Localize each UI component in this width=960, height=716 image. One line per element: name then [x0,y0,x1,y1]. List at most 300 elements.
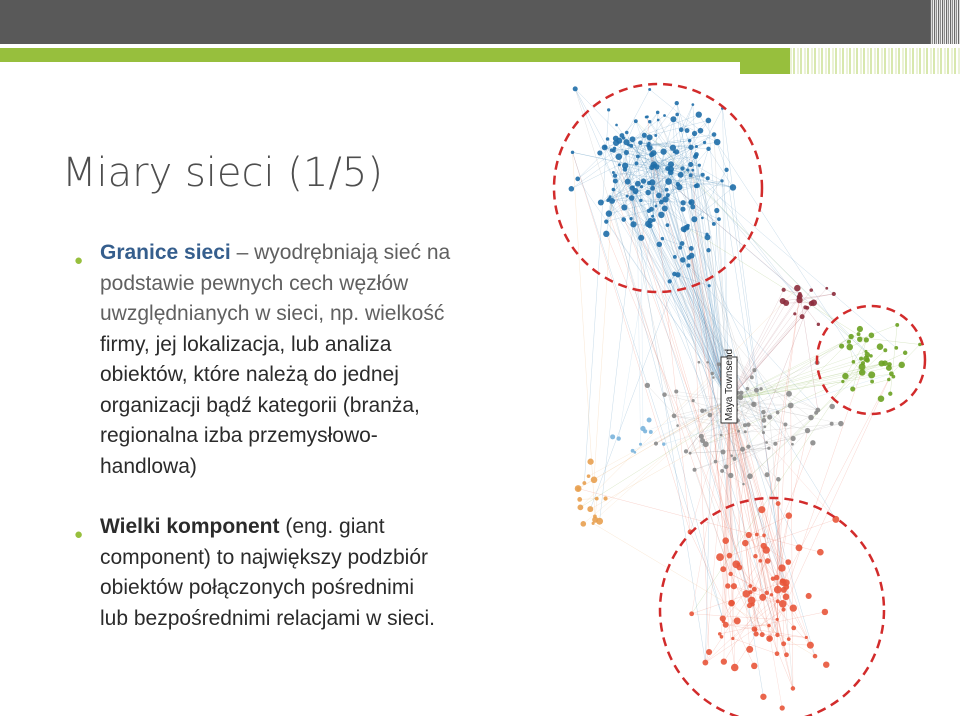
network-node [794,285,800,291]
network-node [762,534,766,538]
network-edge [636,121,868,354]
network-node [887,378,891,382]
network-node [651,215,654,218]
accent-stripes [790,48,960,74]
network-node [751,402,756,407]
network-node [748,584,752,588]
network-node [895,323,899,327]
network-node [592,522,595,525]
network-node [770,593,773,596]
network-node [882,360,888,366]
network-node [612,171,615,174]
bullet-granice-sieci [72,238,542,482]
network-node [629,144,633,148]
network-node [629,195,635,201]
network-node [720,635,724,639]
term-granice-sieci: Granice sieci [100,241,231,264]
network-node [613,174,617,178]
network-node [730,454,733,457]
network-node [721,449,726,454]
network-node [708,413,713,418]
network-node [641,178,646,183]
network-node [780,705,785,710]
network-node [651,150,657,156]
network-node [787,637,791,641]
network-node [612,188,616,192]
network-node [597,150,602,155]
network-node [689,452,692,455]
network-edge [583,400,729,524]
network-node [624,150,629,155]
network-node [868,371,875,378]
network-node [706,248,710,252]
bullet-line: regionalna izba przemysłowo- [100,424,378,447]
network-node [615,124,618,127]
network-edge [800,294,818,410]
network-node [864,337,869,342]
network-node [615,153,622,160]
network-node [750,375,754,379]
network-node [663,114,666,117]
network-edge [766,294,800,550]
network-node [762,418,767,423]
network-node [899,362,905,368]
network-node [662,442,665,445]
network-node [640,185,643,188]
network-node [847,340,851,344]
bullet-line: organizacji bądź kategorii (branża, [100,393,420,417]
network-node [797,295,801,299]
node-label: Maya Townsend [724,348,735,421]
network-node [661,237,664,240]
network-node [706,649,712,655]
network-node [763,546,770,553]
network-node [703,141,706,144]
network-node [774,586,782,594]
network-node [760,632,765,637]
bullet-wielki-komponent [72,512,542,634]
network-node [786,512,793,519]
network-node [686,169,689,172]
network-node [814,411,818,415]
network-node [842,373,848,379]
network-node [746,532,752,538]
network-node [705,233,708,236]
network-node [686,263,690,267]
bullet-line: uwzględnianych w sieci, np. wielkość [100,302,445,325]
network-node [781,608,785,612]
bullet-line: component) to największy podzbiór [100,545,429,569]
top-bar [0,0,930,44]
network-edge [770,417,793,688]
network-node [722,537,729,544]
network-node [763,425,766,428]
network-node [733,457,737,461]
network-node [622,136,625,139]
network-node [684,225,690,231]
network-node [724,168,728,172]
network-node [647,134,653,140]
network-node [708,284,711,287]
network-node [779,579,786,586]
network-node [710,372,714,376]
network-node [621,204,627,210]
network-node [747,603,752,608]
network-node [806,593,812,599]
network-node [695,183,700,188]
network-node [894,346,898,350]
network-node [848,334,853,339]
network-node [676,424,679,427]
network-node [587,506,593,512]
network-node [685,128,690,133]
network-node [825,287,828,290]
network-node [657,242,663,248]
network-edge [594,201,612,480]
network-node [776,501,781,506]
network-node [724,464,729,469]
network-node [691,103,694,106]
network-node [859,357,863,361]
network-edge [805,307,818,324]
network-node [680,166,684,170]
network-node [672,414,677,419]
network-node [603,231,609,237]
network-node [730,184,737,191]
network-node [680,207,685,212]
network-node [732,560,740,568]
network-node [656,111,660,115]
network-node [650,186,655,191]
network-node [635,181,641,187]
network-node [832,292,836,296]
network-node [700,438,705,443]
network-node [654,441,658,445]
network-node [642,133,647,138]
bullet-dot-icon: ● [74,526,84,543]
network-node [700,409,704,413]
network-node [781,641,786,646]
bullet-dot-icon: ● [74,252,84,269]
network-node [596,518,603,525]
bullet-line-1: Granice sieci – wyodrębniają sieć na [100,241,451,264]
network-node [746,646,753,653]
network-node [762,431,765,434]
network-node [742,483,745,486]
network-node [720,434,723,437]
network-node [805,636,808,639]
network-node [731,637,734,640]
network-node [701,173,705,177]
network-node [852,360,856,364]
network-node [617,436,621,440]
network-edge [705,610,783,663]
network-node [776,618,779,621]
network-node [869,354,873,358]
network-node [673,255,677,259]
network-node [575,177,580,182]
network-node [767,447,770,450]
network-node [786,391,792,397]
network-node [754,631,759,636]
network-node [665,166,670,171]
network-node [647,209,651,213]
network-node [714,208,719,213]
network-node [791,686,796,691]
network-node [575,485,582,492]
network-node [813,654,818,659]
network-node [720,469,724,473]
network-node [649,165,654,170]
network-node [805,306,809,310]
network-node [788,403,794,409]
network-node [714,139,720,145]
network-node [648,88,651,91]
network-node [662,392,667,397]
network-node [675,113,679,117]
network-node [728,600,735,607]
network-node [699,434,704,439]
network-node [775,651,780,656]
network-node [746,422,750,426]
network-node [587,459,593,465]
accent-band [0,48,740,62]
network-node [716,553,724,561]
network-node [793,312,796,315]
network-node [604,145,608,149]
network-node [613,178,618,183]
network-node [666,193,670,197]
network-node [790,604,797,611]
network-edge [784,644,811,645]
network-node [751,663,757,669]
network-node [780,298,786,304]
bullet-line: lub bezpośrednimi relacjami w sieci. [100,606,435,630]
accent-tab [740,48,790,74]
network-node [640,426,645,431]
network-node [704,409,706,411]
network-node [694,152,699,157]
network-node [706,118,712,124]
network-node [886,365,892,371]
network-node [675,101,679,105]
network-node [768,637,771,640]
network-node [783,422,787,426]
network-node [809,301,814,306]
network-node [645,190,651,196]
network-node [746,445,750,449]
network-graph-image [552,74,960,716]
bullet-line: firmy, jej lokalizacja, lub analiza [100,332,392,356]
network-edge [584,110,608,483]
network-edge [793,367,862,439]
network-node [645,383,650,388]
network-node [857,326,863,332]
network-node [829,404,835,410]
network-node [775,633,779,637]
network-node [765,591,769,595]
network-node [674,149,679,154]
network-node [759,387,762,390]
network-node [656,193,662,199]
network-node [746,387,750,391]
network-node [778,564,785,571]
network-edge [573,152,596,519]
network-node [646,115,649,118]
bullet-line: obiektów połączonych pośrednimi [100,576,415,599]
network-node [665,178,672,185]
network-node [639,443,642,446]
bullet-list [72,238,542,634]
network-node [689,173,693,177]
network-node [691,216,697,222]
network-node [712,222,716,226]
network-node [776,599,780,603]
network-node [865,352,870,357]
node-label-box [721,349,737,423]
network-node [672,272,677,277]
network-node [680,257,686,263]
network-node [689,611,694,616]
top-bar-stripes [930,0,960,44]
network-node [706,176,710,180]
network-node [727,553,733,559]
network-node [754,388,759,393]
network-node [725,583,730,588]
network-node [883,348,887,352]
network-node [755,533,759,537]
network-node [695,145,698,148]
network-node [763,415,765,417]
network-node [752,626,758,632]
network-node [728,473,733,478]
network-node [857,337,862,342]
network-edge [789,394,818,410]
network-node [720,179,723,182]
network-node [781,587,787,593]
network-node [791,443,794,446]
network-node [731,664,739,672]
highlight-circle-green-cluster [817,306,925,414]
network-edge [695,462,716,470]
network-node [721,658,727,664]
network-node [712,376,715,379]
slide-title: Miary sieci (1/5) [62,150,383,196]
network-node [800,314,805,319]
network-node [660,148,666,154]
network-edges [571,89,920,708]
network-node [688,139,691,142]
network-node [765,441,768,444]
network-node [670,116,676,122]
network-node [739,391,743,395]
network-node [609,198,615,204]
network-node [759,559,763,563]
network-node [759,594,766,601]
network-node [796,544,803,551]
network-node [888,392,892,396]
network-node [857,332,861,336]
network-node [869,332,875,338]
network-node [684,449,688,453]
network-node [744,430,747,433]
network-node [859,363,866,370]
bullet-line: handlowa) [100,454,197,478]
network-node [701,217,704,220]
network-node [809,288,813,292]
network-node [657,119,660,122]
network-node [748,590,752,594]
network-node [784,652,789,657]
network-node [638,141,642,145]
network-node [830,422,834,426]
network-node [609,195,612,198]
network-node [691,169,694,172]
network-node [859,369,866,376]
network-node [678,246,682,250]
network-node [598,200,604,206]
network-node [577,497,582,502]
network-node [693,468,697,472]
network-node [903,351,907,355]
network-node [807,642,814,649]
network-node [765,558,771,564]
network-node [631,449,635,453]
network-node [731,583,737,589]
network-node [688,199,694,205]
network-node [689,246,694,251]
network-node [647,145,652,150]
network-node [734,617,741,624]
network-edge [590,444,705,509]
network-node [613,136,619,142]
network-node [649,430,653,434]
bullet-line: obiektów, które należą do jednej [100,363,399,386]
network-node [678,172,684,178]
network-node [838,421,843,426]
network-node [822,609,828,615]
network-node [630,136,636,142]
network-node [649,179,655,185]
network-node [603,496,607,500]
network-node [666,223,670,227]
network-node [877,343,884,350]
network-node [688,145,693,150]
network-node [648,218,654,224]
network-node [676,182,681,187]
network-node [636,155,640,159]
network-node [655,205,658,208]
network-edge [578,489,820,553]
network-node [720,566,726,572]
network-node [692,399,695,402]
network-node [698,164,701,167]
network-node [639,199,642,202]
network-node [752,368,756,372]
network-node [647,418,652,423]
network-node [577,505,583,511]
network-node [771,576,775,580]
network-node [791,436,796,441]
network-node [805,428,810,433]
bullet-line: podstawie pewnych cech węzłów [100,271,409,295]
network-node [702,660,708,666]
network-node [846,344,853,351]
network-node [679,127,684,132]
network-node [630,221,636,227]
network-node [808,415,814,421]
network-node [569,186,575,192]
